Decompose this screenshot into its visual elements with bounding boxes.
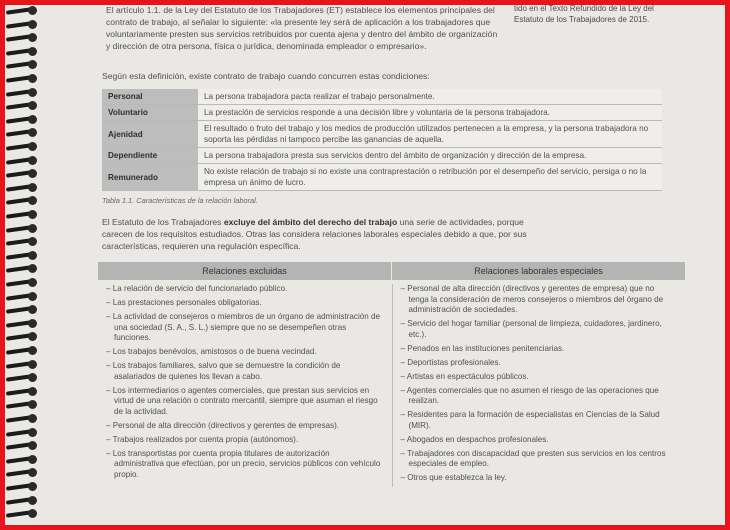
special-list (392, 284, 687, 487)
excluded-list (98, 284, 392, 487)
list-item: – Trabajos realizados por cuenta propia (autónomos). (106, 434, 299, 444)
list-item: – La relación de servicio del funcionariado público. (106, 284, 288, 293)
list-item: – Trabajadores con discapacidad que presten sus servicios en los centros especiales de empleo. (400, 448, 666, 468)
spiral-ring (4, 496, 38, 505)
condition-description: No existe relación de trabajo si no existe una contraprestación o retribución por el desempeño del servicio, persiga o no la empresa un ánimo de lucro. (198, 164, 662, 191)
excluded-header: Relaciones excluidas (98, 262, 392, 280)
condition-term: Remunerado (102, 164, 198, 191)
spiral-ring (4, 346, 38, 355)
spiral-ring (4, 468, 38, 477)
list-item: – Otros que establezca la ley. (400, 473, 507, 482)
spiral-ring (4, 373, 38, 382)
spiral-ring (4, 387, 38, 396)
list-item: – Los trabajos benévolos, amistosos o de buena vecindad. (106, 347, 317, 356)
list-item: – Los transportistas por cuenta propia titulares de autorización administrativa que efectúan, por un precio, servicios públicos con vehículo propio. (106, 448, 381, 479)
spiral-ring (4, 210, 38, 219)
condition-term: Personal (102, 89, 198, 105)
list-item: – La actividad de consejeros o miembros de un órgano de administración de una sociedad (S. A., S. L.) siempre que no se desempeñen otras funciones. (106, 312, 381, 342)
condition-description: La persona trabajadora presta sus servicios dentro del ámbito de organización y dirección de la empresa. (198, 148, 662, 164)
list-item: – Personal de alta dirección (directivos y gerentes de empresa) que no tenga la consideración de meros consejeros o miembros del órgano de administración de sociedades. (400, 284, 664, 314)
spiral-ring (4, 33, 38, 42)
book-page (58, 0, 698, 530)
list-item: – Servicio del hogar familiar (personal de limpieza, cuidadores, jardinero, etc.). (400, 319, 662, 339)
intro-paragraph: El artículo 1.1. de la Ley del Estatuto de los Trabajadores (ET) establece los elementos principales del contrato de trabajo, al señalar lo siguiente: «la presente ley será de aplicación a los trabajadores que voluntariamente presten sus servicios retribuidos por cuenta ajena y dentro del ámbito de organización y dirección de otra persona, física o jurídica, denominada empleador o empresario». (106, 5, 498, 51)
spiral-ring (4, 278, 38, 287)
list-item: – Artistas en espectáculos públicos. (400, 371, 529, 381)
list-item: – Deportistas profesionales. (400, 357, 501, 367)
list-item: – Personal de alta dirección (directivos y gerentes de empresas). (106, 420, 340, 430)
spiral-ring (4, 251, 38, 260)
condition-row (102, 121, 662, 148)
spiral-ring (4, 237, 38, 246)
spiral-ring (4, 428, 38, 437)
spiral-ring (4, 196, 38, 205)
spiral-ring (4, 183, 38, 192)
spiral-ring (4, 400, 38, 409)
para2-after: una serie de actividades, porque carecen de los requisitos estudiados. Otras las considera relaciones laborales especiales debido a que, por sus características, requieren una regulación específica. (102, 217, 527, 251)
spiral-ring (4, 264, 38, 273)
condition-row (102, 148, 662, 164)
list-item: – Las prestaciones personales obligatorias. (106, 298, 262, 307)
spiral-ring (4, 332, 38, 341)
para2-bold: excluye del ámbito del derecho del trabajo (223, 217, 398, 227)
lead-paragraph: Según esta definición, existe contrato de trabajo cuando concurren estas condiciones: (102, 71, 430, 81)
spiral-ring (4, 128, 38, 137)
spiral-ring (4, 224, 38, 233)
spiral-ring (4, 88, 38, 97)
condition-description: El resultado o fruto del trabajo y los medios de producción utilizados pertenecen a la empresa, y la persona trabajadora no soporta las pérdidas ni tampoco percibe las ganancias de aquella. (198, 121, 662, 148)
spiral-ring (4, 47, 38, 56)
list-item: – Los trabajos familiares, salvo que se demuestre la condición de asalariados de quienes los llevan a cabo. (106, 361, 341, 381)
spiral-ring (4, 360, 38, 369)
list-item: – Penados en las instituciones penitenciarias. (400, 343, 565, 353)
condition-term: Ajenidad (102, 121, 198, 148)
relations-table (98, 262, 686, 487)
condition-term: Dependiente (102, 148, 198, 164)
spiral-ring (4, 319, 38, 328)
spiral-ring (4, 115, 38, 124)
spiral-ring (4, 305, 38, 314)
spiral-ring (4, 74, 38, 83)
table-caption: Tabla 1.1. Características de la relación laboral. (102, 196, 258, 205)
condition-row (102, 164, 662, 191)
para2-before: El Estatuto de los Trabajadores (102, 217, 224, 227)
condition-row (102, 105, 662, 121)
list-item: – Agentes comerciales que no asumen el riesgo de las operaciones que realizan. (400, 385, 659, 405)
spiral-ring (4, 156, 38, 165)
list-item: – Residentes para la formación de especialistas en Ciencias de la Salud (MIR). (400, 410, 660, 430)
spiral-ring (4, 6, 38, 15)
spiral-ring (4, 441, 38, 450)
list-item: – Abogados en despachos profesionales. (400, 434, 549, 444)
spiral-ring (4, 169, 38, 178)
spiral-ring (4, 292, 38, 301)
exclusions-paragraph (102, 216, 552, 252)
spiral-ring (4, 142, 38, 151)
spiral-ring (4, 60, 38, 69)
spiral-ring (4, 482, 38, 491)
condition-term: Voluntario (102, 105, 198, 121)
conditions-table (102, 89, 662, 191)
condition-description: La prestación de servicios responde a una decisión libre y voluntaria de la persona trabajadora. (198, 105, 662, 121)
special-header: Relaciones laborales especiales (392, 262, 686, 280)
list-item: – Los intermediarios o agentes comerciales, que prestan sus servicios en virtud de una relación o contrato mercantil, siempre que asuman el riesgo de la actividad. (106, 385, 378, 416)
spiral-binding (4, 6, 38, 526)
spiral-ring (4, 101, 38, 110)
side-note: tido en el Texto Refundido de la Ley del Estatuto de los Trabajadores de 2015. (514, 4, 654, 24)
spiral-ring (4, 455, 38, 464)
spiral-ring (4, 509, 38, 518)
condition-description: La persona trabajadora pacta realizar el trabajo personalmente. (198, 89, 662, 105)
condition-row (102, 89, 662, 105)
spiral-ring (4, 414, 38, 423)
spiral-ring (4, 20, 38, 29)
